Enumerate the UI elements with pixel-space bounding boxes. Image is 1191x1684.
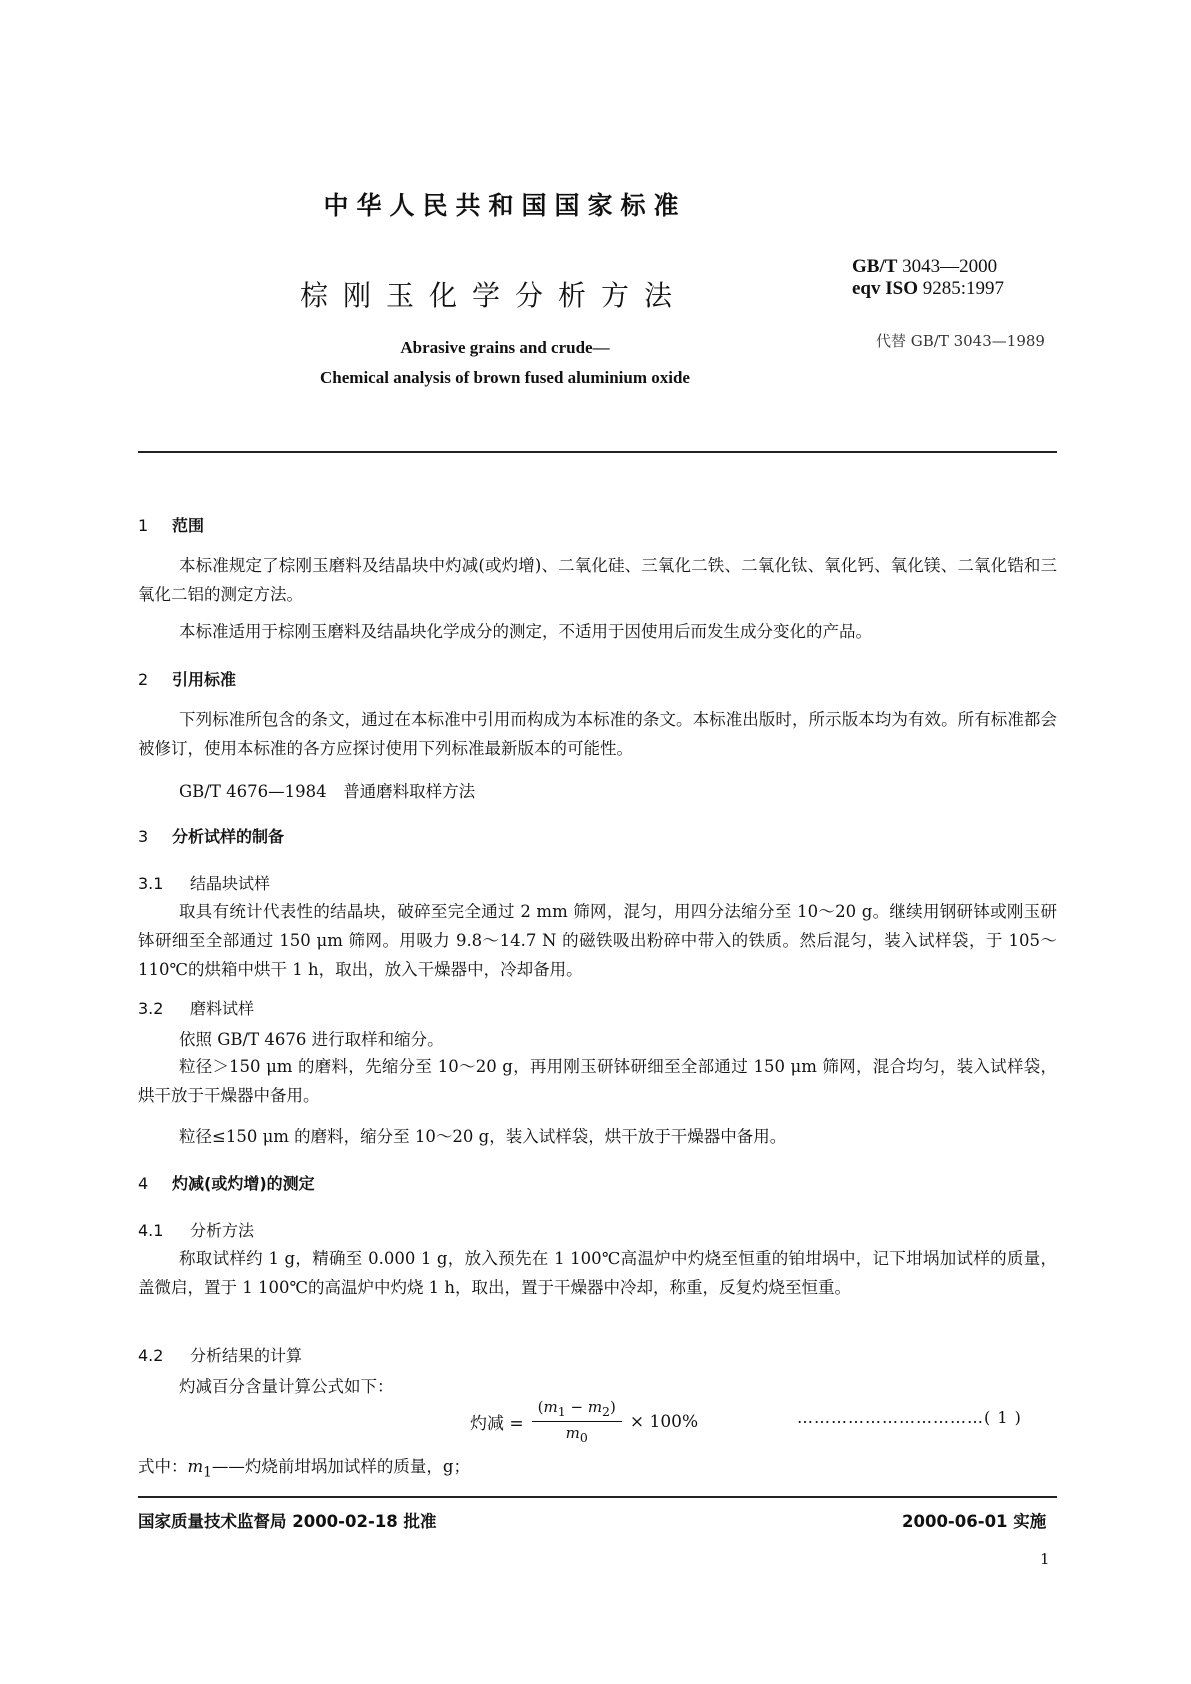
section-3-heading: 3 分析试样的制备 bbox=[138, 827, 285, 846]
footer-divider bbox=[138, 1496, 1057, 1498]
subsection-3-1-paragraph: 取具有统计代表性的结晶块，破碎至完全通过 2 mm 筛网，混匀，用四分法缩分至 10～20 g。继续用钢研钵或刚玉研钵研细至全部通过 150 μm 筛网。用吸力 9.8～14.7 N 的磁铁吸出粉碎中带入的铁质。然后混匀，装入试样袋，于 105～110℃的烘箱中烘干 1 h，取出，放入干燥器中，冷却备用。 bbox=[138, 902, 1057, 979]
standard-title-cn: 棕刚玉化学分析方法 bbox=[300, 279, 688, 312]
national-standard-heading: 中华人民共和国国家标准 bbox=[323, 191, 687, 220]
section-1-paragraph-2: 本标准适用于棕刚玉磨料及结晶块化学成分的测定，不适用于因使用后而发生成分变化的产品。 bbox=[179, 622, 872, 641]
formula-lhs: 灼减 = bbox=[470, 1414, 524, 1434]
implementation-date: 2000-06-01 实施 bbox=[902, 1512, 1047, 1531]
section-1-paragraph-1: 本标准规定了棕刚玉磨料及结晶块中灼减(或灼增)、二氧化硅、三氧化二铁、二氧化钛、氧化钙、氧化镁、二氧化锆和三氧化二铝的测定方法。 bbox=[138, 556, 1057, 604]
section-2-paragraph: 下列标准所包含的条文，通过在本标准中引用而构成为本标准的条文。本标准出版时，所示版本均为有效。所有标准都会被修订，使用本标准的各方应探讨使用下列标准最新版本的可能性。 bbox=[138, 710, 1057, 758]
section-4-heading: 4 灼减(或灼增)的测定 bbox=[138, 1174, 315, 1193]
formula-numerator: $(m_1 - m_2)$ bbox=[532, 1398, 622, 1422]
subsection-4-2-line-1: 灼减百分含量计算公式如下： bbox=[179, 1377, 394, 1396]
subsection-4-1-heading: 4.1 分析方法 bbox=[138, 1221, 255, 1240]
formula-denominator: $m_0$ bbox=[565, 1424, 588, 1445]
iso-equivalent-code: eqv ISO 9285:1997 bbox=[852, 278, 1005, 299]
standard-title-en-line2: Chemical analysis of brown fused aluminium oxide bbox=[320, 368, 690, 387]
replaces-standard: 代替 GB/T 3043—1989 bbox=[876, 332, 1045, 350]
subsection-3-2-paragraph: 粒径＞150 μm 的磨料，先缩分至 10～20 g，再用刚玉研钵研细至全部通过 150 μm 筛网，混合均匀，装入试样袋，烘干放于干燥器中备用。 bbox=[138, 1057, 1057, 1105]
subsection-3-1-heading: 3.1 结晶块试样 bbox=[138, 874, 271, 893]
subsection-4-1-paragraph: 称取试样约 1 g，精确至 0.000 1 g，放入预先在 1 100℃高温炉中灼烧至恒重的铂坩埚中，记下坩埚加试样的质量，盖微启，置于 1 100℃的高温炉中灼烧 1 h，取出，置于干燥器中冷却，称重，反复灼烧至恒重。 bbox=[138, 1249, 1057, 1297]
equation-number: ……………………………( 1 ) bbox=[797, 1408, 1022, 1427]
normative-reference: GB/T 4676—1984 普通磨料取样方法 bbox=[179, 782, 476, 801]
formula-fraction bbox=[532, 1398, 622, 1445]
subsection-3-2-heading: 3.2 磨料试样 bbox=[138, 999, 255, 1018]
standard-code-block bbox=[852, 256, 1004, 300]
subsection-3-2-line-1: 依照 GB/T 4676 进行取样和缩分。 bbox=[179, 1030, 444, 1049]
gb-code: GB/T 3043—2000 bbox=[852, 256, 998, 277]
subsection-3-2-line-3: 粒径≤150 μm 的磨料，缩分至 10～20 g，装入试样袋，烘干放于干燥器中备用。 bbox=[179, 1127, 787, 1146]
section-2-heading: 2 引用标准 bbox=[138, 670, 237, 689]
approval-date: 国家质量技术监督局 2000-02-18 批准 bbox=[138, 1512, 437, 1531]
standard-title-en-line1: Abrasive grains and crude— bbox=[400, 338, 610, 357]
formula-loss-on-ignition bbox=[470, 1398, 698, 1445]
formula-multiplier: × 100% bbox=[629, 1411, 699, 1432]
section-1-heading: 1 范围 bbox=[138, 516, 205, 535]
subsection-4-2-heading: 4.2 分析结果的计算 bbox=[138, 1346, 303, 1365]
page-number: 1 bbox=[1040, 1550, 1050, 1568]
header-divider bbox=[138, 451, 1057, 453]
formula-legend: 式中：$m_1——$灼烧前坩埚加试样的质量，g； bbox=[138, 1457, 470, 1481]
